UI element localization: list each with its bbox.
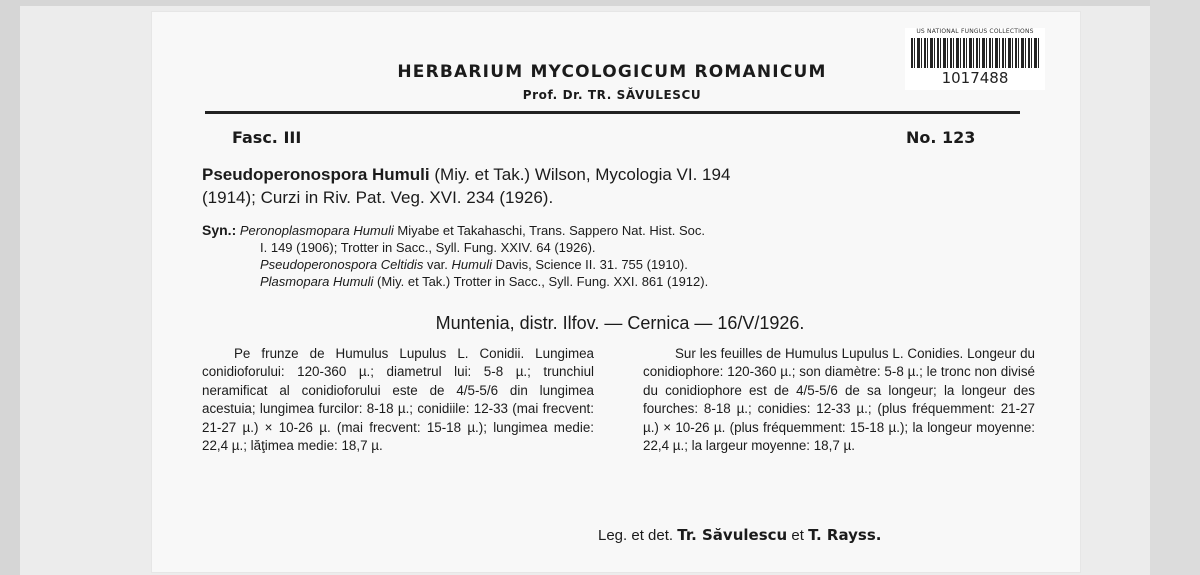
synonym-name: Pseudoperonospora Celtidis <box>260 257 424 272</box>
synonym-citation: (Miy. et Tak.) Trotter in Sacc., Syll. Fung. XXI. 861 (1912). <box>373 274 709 289</box>
synonyms-label: Syn.: <box>202 222 237 238</box>
barcode-label <box>905 28 1045 90</box>
description-romanian <box>202 345 594 455</box>
barcode-institution: US NATIONAL FUNGUS COLLECTIONS <box>916 28 1034 35</box>
taxon-authority: (Miy. et Tak.) Wilson, Mycologia VI. 194 <box>434 165 731 184</box>
specimen-number: No. 123 <box>906 128 976 147</box>
taxon-name: Pseudoperonospora Humuli <box>202 165 430 184</box>
synonym-citation: I. 149 (1906); Trotter in Sacc., Syll. Fung. XXIV. 64 (1926). <box>260 240 596 255</box>
synonym-connector: var. <box>423 257 452 272</box>
collector-prefix: Leg. et det. <box>598 527 674 544</box>
herbarium-subtitle: Prof. Dr. TR. SĂVULESCU <box>522 88 702 102</box>
collector-name-1: Tr. Săvulescu <box>677 526 788 544</box>
taxon-authority-cont: (1914); Curzi in Riv. Pat. Veg. XVI. 234 (1926). <box>202 188 554 207</box>
synonyms-block <box>202 222 1032 290</box>
fascicle-label: Fasc. III <box>232 128 302 147</box>
description-french <box>643 345 1035 455</box>
collection-locality: Muntenia, distr. Ilfov. — Cernica — 16/V/1926. <box>435 313 805 333</box>
herbarium-title: HERBARIUM MYCOLOGICUM ROMANICUM <box>397 62 827 82</box>
synonym-name: Plasmopara Humuli <box>260 274 374 289</box>
description-ro-text: Pe frunze de Humulus Lupulus L. Conidii. Lungimea conidioforului: 120-360 µ.; diametrul lui: 5-8 µ.; trunchiul neramificat al conidioforului este de 4/5-5/6 din lungimea acestuia; lungimea furcilor: 8-18 µ.; conidiile: 12-33 (mai frecvent: 21-27 µ.) × 10-26 µ. (mai frecvent: 15-18 µ.); lungimea medie: 22,4 µ.; lăţimea medie: 18,7 µ. <box>202 346 594 454</box>
header-divider <box>205 111 1020 114</box>
description-fr-text: Sur les feuilles de Humulus Lupulus L. Conidies. Longeur du conidiophore: 120-360 µ.; son diamètre: 5-8 µ.; le tronc non divisé du conidiophore est de 4/5-5/6 de sa longeur; la longeur des fourches: 8-18 µ.; conidies: 12-33 µ.; (plus fréquemment: 21-27 µ.) × 10-26 µ. (plus fréquemment: 15-18 µ.); la longeur moyenne: 22,4 µ.; la largeur moyenne: 18,7 µ. <box>643 346 1035 454</box>
collector-line <box>598 526 1008 544</box>
synonym-citation: Davis, Science II. 31. 755 (1910). <box>491 257 688 272</box>
synonym-name: Peronoplasmopara Humuli <box>239 223 394 238</box>
synonym-variety: Humuli <box>451 257 492 272</box>
synonym-citation: Miyabe et Takahaschi, Trans. Sappero Nat. Hist. Soc. <box>393 223 705 238</box>
taxon-citation <box>202 163 1032 209</box>
barcode-number: 1017488 <box>941 69 1009 87</box>
sheet-edge <box>1150 0 1200 575</box>
collector-name-2: T. Rayss. <box>808 526 882 544</box>
collector-conjunction: et <box>791 527 804 544</box>
barcode-icon <box>911 38 1039 68</box>
